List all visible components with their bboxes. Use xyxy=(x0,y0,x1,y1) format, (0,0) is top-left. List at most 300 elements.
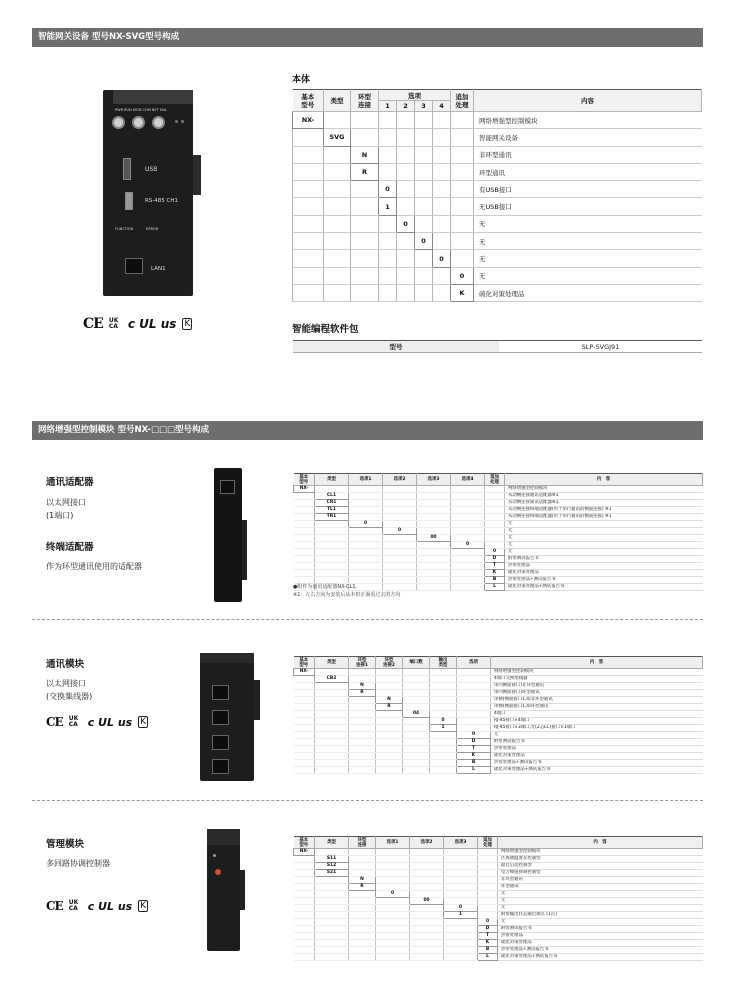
empty-cell xyxy=(349,718,376,725)
table-row xyxy=(294,905,703,912)
col-extra: 追加 处理 xyxy=(451,90,474,112)
empty-cell xyxy=(410,856,444,863)
empty-cell xyxy=(294,500,315,507)
device-rs485-label: RS-485 CH1 xyxy=(145,198,179,204)
empty-cell xyxy=(403,767,430,774)
row-description: 无USB接口 xyxy=(474,198,702,215)
ce-mark-icon: CE xyxy=(46,715,63,729)
empty-cell xyxy=(397,112,415,129)
empty-cell xyxy=(293,250,324,267)
empty-cell xyxy=(430,683,457,690)
empty-cell xyxy=(349,563,383,570)
empty-cell xyxy=(349,891,376,898)
code-value: NX- xyxy=(294,849,315,856)
col-header: 选项1 xyxy=(376,837,410,849)
adapter-notes xyxy=(293,583,400,599)
table-row xyxy=(294,760,703,767)
table-row xyxy=(294,933,703,940)
code-value: TL1 xyxy=(315,507,349,514)
empty-cell xyxy=(410,849,444,856)
empty-cell xyxy=(315,753,349,760)
code-value: 0 xyxy=(415,233,433,250)
code-value: 00 xyxy=(417,535,451,542)
empty-cell xyxy=(315,760,349,767)
empty-cell xyxy=(349,926,376,933)
empty-cell xyxy=(349,912,376,919)
table-row xyxy=(293,215,702,232)
empty-cell xyxy=(294,542,315,549)
empty-cell xyxy=(315,549,349,556)
table-row xyxy=(294,563,703,570)
comm-module-image xyxy=(200,653,254,781)
empty-cell xyxy=(315,563,349,570)
empty-cell xyxy=(485,500,505,507)
empty-cell xyxy=(415,267,433,284)
code-value: 0 xyxy=(451,267,474,284)
code-value: 0 xyxy=(376,891,410,898)
empty-cell xyxy=(451,500,485,507)
empty-cell xyxy=(485,493,505,500)
status-led-icon xyxy=(215,869,221,875)
table-row xyxy=(293,181,702,198)
empty-cell xyxy=(294,856,315,863)
empty-cell xyxy=(376,863,410,870)
empty-cell xyxy=(294,753,315,760)
empty-cell xyxy=(293,233,324,250)
code-value: D xyxy=(478,926,498,933)
col-header: 内 容 xyxy=(498,837,703,849)
empty-cell xyxy=(417,514,451,521)
empty-cell xyxy=(397,163,415,180)
empty-cell xyxy=(376,870,410,877)
code-value: T xyxy=(457,746,491,753)
empty-cell xyxy=(315,725,349,732)
empty-cell xyxy=(451,146,474,163)
empty-cell xyxy=(430,711,457,718)
empty-cell xyxy=(451,577,485,584)
empty-cell xyxy=(293,181,324,198)
empty-cell xyxy=(315,669,349,676)
empty-cell xyxy=(349,676,376,683)
empty-cell xyxy=(351,181,379,198)
col-header: 选项 xyxy=(457,657,491,669)
empty-cell xyxy=(294,912,315,919)
empty-cell xyxy=(376,767,403,774)
empty-cell xyxy=(349,898,376,905)
empty-cell xyxy=(417,500,451,507)
empty-cell xyxy=(376,954,410,961)
table-row xyxy=(294,877,703,884)
col-header: 选项2 xyxy=(383,474,417,486)
device-usb-label: USB xyxy=(145,166,158,173)
empty-cell xyxy=(444,926,478,933)
empty-cell xyxy=(417,570,451,577)
empty-cell xyxy=(349,767,376,774)
mgmt-module-image xyxy=(207,829,240,951)
row-description: 串侧(侧面接口1,4)非环型通讯 xyxy=(491,697,703,704)
col-header: 内 容 xyxy=(491,657,703,669)
code-value: K xyxy=(457,753,491,760)
row-description: 非环型通讯 xyxy=(498,877,703,884)
row-description: 无 xyxy=(505,521,703,528)
empty-cell xyxy=(349,493,383,500)
table-row xyxy=(294,753,703,760)
empty-cell xyxy=(403,697,430,704)
row-description: 无 xyxy=(474,250,702,267)
lan-port-icon xyxy=(125,258,143,274)
empty-cell xyxy=(351,215,379,232)
usb-port-icon xyxy=(123,158,131,180)
empty-cell xyxy=(379,284,397,301)
row-description: 硫化对策处理品+测试报告书 xyxy=(491,767,703,774)
table-row xyxy=(294,947,703,954)
empty-cell xyxy=(376,849,410,856)
empty-cell xyxy=(349,753,376,760)
code-value: N xyxy=(351,146,379,163)
row-description: 硫化对策处理品+测试报告书 xyxy=(498,954,703,961)
empty-cell xyxy=(376,926,410,933)
empty-cell xyxy=(415,129,433,146)
empty-cell xyxy=(315,898,349,905)
empty-cell xyxy=(415,146,433,163)
empty-cell xyxy=(478,912,498,919)
empty-cell xyxy=(430,767,457,774)
code-value: NX- xyxy=(294,486,315,493)
empty-cell xyxy=(451,112,474,129)
empty-cell xyxy=(397,233,415,250)
table-row xyxy=(294,669,703,676)
empty-cell xyxy=(376,905,410,912)
kc-mark-icon: K xyxy=(140,901,147,911)
code-value: S21 xyxy=(315,870,349,877)
empty-cell xyxy=(403,704,430,711)
software-header: 型号 xyxy=(293,340,499,353)
empty-cell xyxy=(324,233,351,250)
empty-cell xyxy=(315,521,349,528)
empty-cell xyxy=(315,535,349,542)
table-row xyxy=(294,549,703,556)
empty-cell xyxy=(324,250,351,267)
empty-cell xyxy=(324,112,351,129)
empty-cell xyxy=(349,739,376,746)
empty-cell xyxy=(433,112,451,129)
empty-cell xyxy=(294,683,315,690)
code-value: B xyxy=(478,947,498,954)
empty-cell xyxy=(444,863,478,870)
empty-cell xyxy=(433,129,451,146)
empty-cell xyxy=(315,542,349,549)
empty-cell xyxy=(349,905,376,912)
empty-cell xyxy=(415,284,433,301)
empty-cell xyxy=(417,528,451,535)
code-value: S11 xyxy=(315,856,349,863)
empty-cell xyxy=(397,250,415,267)
device-led-labels: PWR RUN MOD COM NET FAIL xyxy=(115,108,167,112)
adapter-desc: 以太网接口 (1端口) xyxy=(46,498,86,520)
empty-cell xyxy=(376,877,410,884)
empty-cell xyxy=(379,250,397,267)
empty-cell xyxy=(451,563,485,570)
empty-cell xyxy=(376,912,410,919)
empty-cell xyxy=(417,584,451,591)
table-row xyxy=(294,690,703,697)
empty-cell xyxy=(294,863,315,870)
empty-cell xyxy=(294,919,315,926)
code-value: 0 xyxy=(397,215,415,232)
empty-cell xyxy=(293,284,324,301)
empty-cell xyxy=(383,493,417,500)
table-row xyxy=(294,739,703,746)
empty-cell xyxy=(293,146,324,163)
empty-cell xyxy=(383,535,417,542)
empty-cell xyxy=(315,877,349,884)
empty-cell xyxy=(294,933,315,940)
note-1: ●附件为通讯适配器NX-CL1。 xyxy=(293,584,361,590)
device-function-label: FUNCTION xyxy=(115,227,134,231)
empty-cell xyxy=(457,711,491,718)
col-header: 输出 类型 xyxy=(430,657,457,669)
empty-cell xyxy=(451,514,485,521)
col-header: 环型 连接2 xyxy=(376,657,403,669)
empty-cell xyxy=(315,528,349,535)
empty-cell xyxy=(451,486,485,493)
empty-cell xyxy=(351,284,379,301)
row-description: 无 xyxy=(474,267,702,284)
empty-cell xyxy=(478,849,498,856)
empty-cell xyxy=(478,884,498,891)
empty-cell xyxy=(433,284,451,301)
empty-cell xyxy=(376,753,403,760)
col-header: 基本 型号 xyxy=(294,657,315,669)
row-description: 最佳启动控制型 xyxy=(498,863,703,870)
row-description: 电力峰值抑制控制型 xyxy=(498,870,703,877)
empty-cell xyxy=(315,767,349,774)
empty-cell xyxy=(315,697,349,704)
empty-cell xyxy=(376,940,410,947)
row-description: 串侧(侧面接口1,4)环型通讯 xyxy=(491,704,703,711)
empty-cell xyxy=(417,521,451,528)
code-value: 0 xyxy=(383,528,417,535)
empty-cell xyxy=(415,163,433,180)
empty-cell xyxy=(349,486,383,493)
code-value: R xyxy=(376,704,403,711)
empty-cell xyxy=(485,521,505,528)
empty-cell xyxy=(415,198,433,215)
empty-cell xyxy=(315,732,349,739)
empty-cell xyxy=(315,746,349,753)
empty-cell xyxy=(315,486,349,493)
empty-cell xyxy=(379,146,397,163)
code-value: L xyxy=(485,584,505,591)
empty-cell xyxy=(433,198,451,215)
table-row xyxy=(294,535,703,542)
row-description: 无 xyxy=(505,542,703,549)
adapter-model-table xyxy=(293,473,703,591)
empty-cell xyxy=(478,905,498,912)
empty-cell xyxy=(383,514,417,521)
code-value: 04 xyxy=(403,711,430,718)
empty-cell xyxy=(294,521,315,528)
row-description: 附带测试报告书 xyxy=(491,739,703,746)
col-opt-2: 2 xyxy=(397,101,415,112)
empty-cell xyxy=(417,486,451,493)
empty-cell xyxy=(351,233,379,250)
empty-cell xyxy=(294,570,315,577)
row-description: 附带测试报告书 xyxy=(498,926,703,933)
empty-cell xyxy=(351,198,379,215)
empty-cell xyxy=(403,732,430,739)
empty-cell xyxy=(478,891,498,898)
empty-cell xyxy=(410,884,444,891)
table-row xyxy=(294,863,703,870)
row-description: RJ-45接口×4端口 xyxy=(491,718,703,725)
empty-cell xyxy=(379,215,397,232)
table-row xyxy=(294,704,703,711)
row-description: 热带处理品 xyxy=(505,563,703,570)
code-value: CB2 xyxy=(315,676,349,683)
empty-cell xyxy=(376,676,403,683)
code-value: 0 xyxy=(379,181,397,198)
empty-cell xyxy=(415,215,433,232)
row-description: 智能网关设备 xyxy=(474,129,702,146)
row-description: 无 xyxy=(498,898,703,905)
empty-cell xyxy=(410,877,444,884)
code-value: NX- xyxy=(293,112,324,129)
empty-cell xyxy=(433,233,451,250)
empty-cell xyxy=(294,676,315,683)
empty-cell xyxy=(349,669,376,676)
empty-cell xyxy=(451,521,485,528)
gateway-device-image xyxy=(103,90,193,296)
empty-cell xyxy=(379,233,397,250)
empty-cell xyxy=(379,129,397,146)
empty-cell xyxy=(293,215,324,232)
empty-cell xyxy=(410,940,444,947)
empty-cell xyxy=(457,697,491,704)
row-description: 网络增强型控制模块 xyxy=(505,486,703,493)
empty-cell xyxy=(379,163,397,180)
rj45-port-2-icon xyxy=(212,710,229,725)
empty-cell xyxy=(444,870,478,877)
empty-cell xyxy=(315,704,349,711)
empty-cell xyxy=(349,535,383,542)
empty-cell xyxy=(444,884,478,891)
empty-cell xyxy=(397,284,415,301)
ukca-mark-icon: UK CA xyxy=(108,317,119,330)
empty-cell xyxy=(451,215,474,232)
empty-cell xyxy=(349,856,376,863)
table-row xyxy=(294,919,703,926)
col-header: 类型 xyxy=(315,474,349,486)
empty-cell xyxy=(315,718,349,725)
empty-cell xyxy=(349,711,376,718)
empty-cell xyxy=(315,926,349,933)
row-description: 从动侧连接终端适配器(用于串行通讯的侧面连接) ※1 xyxy=(505,514,703,521)
row-description: 硫化对策处理品 xyxy=(498,940,703,947)
comm-module-desc: 以太网接口 (交换集线器) xyxy=(46,679,93,701)
empty-cell xyxy=(294,739,315,746)
empty-cell xyxy=(433,267,451,284)
row-description: 硫化对策处理品 xyxy=(505,570,703,577)
empty-cell xyxy=(433,181,451,198)
col-opt-4: 4 xyxy=(433,101,451,112)
empty-cell xyxy=(349,760,376,767)
empty-cell xyxy=(324,215,351,232)
empty-cell xyxy=(349,514,383,521)
col-header: 选项3 xyxy=(417,474,451,486)
row-description: 无 xyxy=(505,549,703,556)
empty-cell xyxy=(349,954,376,961)
row-description: 无 xyxy=(491,732,703,739)
empty-cell xyxy=(397,267,415,284)
empty-cell xyxy=(430,690,457,697)
empty-cell xyxy=(349,697,376,704)
empty-cell xyxy=(478,877,498,884)
row-description: 环型通讯 xyxy=(474,163,702,180)
row-description: 热带处理品 xyxy=(491,746,703,753)
device-lan-label: LAN1 xyxy=(151,266,166,272)
empty-cell xyxy=(324,181,351,198)
rj45-port-4-icon xyxy=(212,759,229,774)
empty-cell xyxy=(403,683,430,690)
device-error-label: ERROR xyxy=(146,227,159,231)
empty-cell xyxy=(485,542,505,549)
empty-cell xyxy=(403,739,430,746)
empty-cell xyxy=(444,940,478,947)
empty-cell xyxy=(417,549,451,556)
empty-cell xyxy=(410,870,444,877)
empty-cell xyxy=(444,898,478,905)
empty-cell xyxy=(294,725,315,732)
code-value: R xyxy=(349,884,376,891)
empty-cell xyxy=(315,683,349,690)
empty-cell xyxy=(451,549,485,556)
empty-cell xyxy=(444,947,478,954)
empty-cell xyxy=(430,746,457,753)
empty-cell xyxy=(293,129,324,146)
code-value: N xyxy=(349,683,376,690)
empty-cell xyxy=(294,535,315,542)
empty-cell xyxy=(349,725,376,732)
code-value: 1 xyxy=(379,198,397,215)
empty-cell xyxy=(294,732,315,739)
empty-cell xyxy=(430,676,457,683)
empty-cell xyxy=(294,947,315,954)
ul-mark-icon: c UL us xyxy=(127,317,177,331)
col-ring: 环型 连接 xyxy=(351,90,379,112)
empty-cell xyxy=(349,556,383,563)
row-description: 网络增强型控制模块 xyxy=(474,112,702,129)
mgmt-certs xyxy=(46,899,148,913)
row-description: 网络增强型控制模块 xyxy=(491,669,703,676)
empty-cell xyxy=(457,725,491,732)
code-value: 00 xyxy=(410,898,444,905)
empty-cell xyxy=(294,746,315,753)
empty-cell xyxy=(294,954,315,961)
empty-cell xyxy=(324,146,351,163)
empty-cell xyxy=(383,500,417,507)
row-description: 非环型通讯 xyxy=(474,146,702,163)
empty-cell xyxy=(349,542,383,549)
empty-cell xyxy=(376,898,410,905)
empty-cell xyxy=(410,947,444,954)
empty-cell xyxy=(294,718,315,725)
table-row xyxy=(294,870,703,877)
empty-cell xyxy=(397,129,415,146)
table-row xyxy=(293,146,702,163)
empty-cell xyxy=(444,919,478,926)
empty-cell xyxy=(430,697,457,704)
